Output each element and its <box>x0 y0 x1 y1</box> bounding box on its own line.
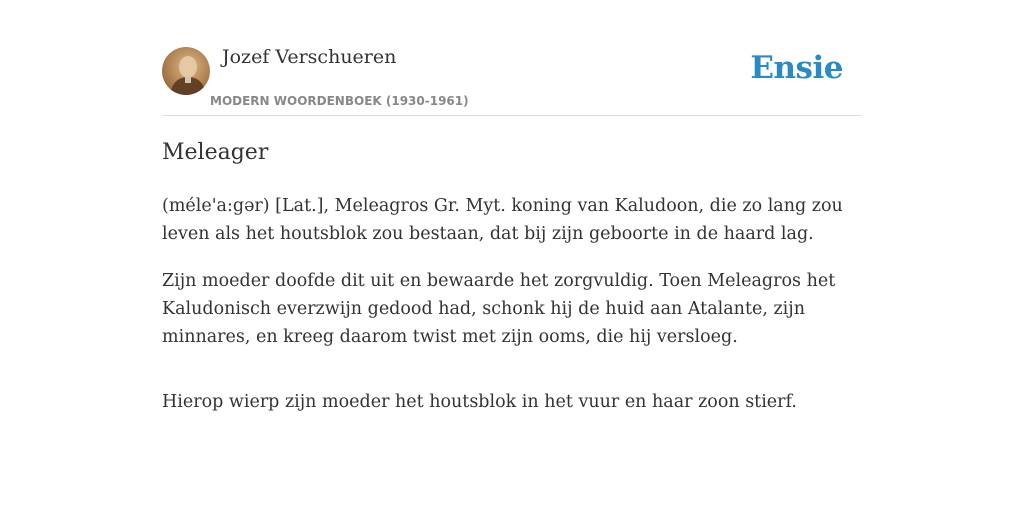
brand-logo[interactable]: Ensie <box>750 50 843 86</box>
paragraph: Zijn moeder doofde dit uit en bewaarde het zorgvuldig. Toen Meleagros het Kaludonisch everzwijn gedood had, schonk hij de huid aan Atalante, zijn minnares, en kreeg daarom twist met zijn ooms, die hij versloeg. <box>162 271 836 347</box>
page-title: Meleager <box>162 140 269 165</box>
entry-header <box>162 44 862 116</box>
portrait-icon <box>162 47 210 95</box>
paragraph: Hierop wierp zijn moeder het houtsblok in het vuur en haar zoon stierf. <box>162 392 797 412</box>
author-avatar[interactable] <box>162 47 210 95</box>
entry-body <box>162 192 852 435</box>
paragraph: (méle'a:gər) [Lat.], Meleagros Gr. Myt. koning van Kaludoon, die zo lang zou leven als het houtsblok zou bestaan, dat bij zijn geboorte in de haard lag. <box>162 196 843 244</box>
author-name[interactable]: Jozef Verschueren <box>222 46 397 68</box>
source-label[interactable]: MODERN WOORDENBOEK (1930-1961) <box>210 94 469 108</box>
